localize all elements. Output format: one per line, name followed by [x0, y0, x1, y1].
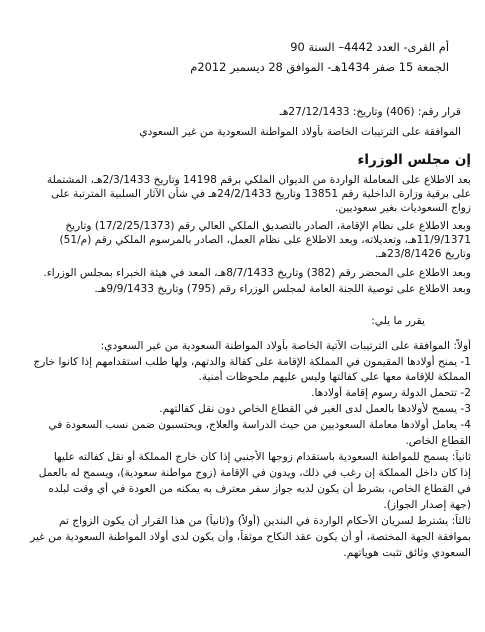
body-line: 3- يسمح لأولادها بالعمل لدى الغير في القطاع الخاص دون نقل كفالتهم.: [159, 403, 471, 415]
body-line: المملكة للإقامة معها على كفالتها وليس عليهم ملحوظات أمنية.: [198, 371, 471, 383]
body-line: أولاً: الموافقة على الترتيبات الآتية الخاصة بأولاد المواطنة السعودية من غير السعودي:: [100, 340, 471, 352]
preamble-line: وبعد الاطلاع على نظام الإقامة، الصادر بالتصديق الملكي العالي رقم (17/2/25/1373) وتاريخ: [65, 220, 471, 232]
decision-subject: الموافقة على الترتيبات الخاصة بأولاد المواطنة السعودية من غير السعودي: [139, 126, 461, 138]
preamble-line: وبعد الاطلاع على توصية اللجنة العامة لمجلس الوزراء رقم (795) وتاريخ 9/9/1433هـ.: [94, 283, 471, 295]
decides-heading: يقرر ما يلي:: [371, 315, 425, 327]
preamble-line: وتاريخ 23/8/1426هـ.: [375, 248, 471, 260]
body-line: ثانياً: يسمح للمواطنة السعودية باستقدام زوجها الأجنبي إذا كان خارج المملكة أو نقل كفالته عليها: [53, 451, 471, 463]
body-line: السعودي وثائق تثبت هوياتهم.: [343, 547, 471, 559]
body-line: في القطاع الخاص، بشرط أن يكون لديه جواز سفر معترف به يمكنه من العودة في أي وقت لبلده: [48, 483, 471, 495]
preamble-line: زواج السعوديات بغير سعوديين.: [334, 202, 471, 214]
preamble-line: 11/9/1371هـ، وتعديلاته، وبعد الاطلاع على نظام العمل، الصادر بالمرسوم الملكي رقم (م/51): [59, 234, 471, 246]
header-date-line: الجمعة 15 صفر 1434هـ- الموافق 28 ديسمبر 2012م: [190, 60, 449, 74]
decision-number: قرار رقم: (406) وتاريخ: 27/12/1433هـ: [279, 106, 461, 118]
preamble-line: على برقية وزارة الداخلية رقم 13851 وتاريخ 24/2/1433هـ في شأن الآثار السلبية المترتبة على: [51, 188, 471, 200]
header-issue-line: أم القرى- العدد 4442– السنة 90: [290, 40, 449, 54]
body-line: 4- يعامل أولادها معاملة السعوديين من حيث الدراسة والعلاج، ويحتسبون ضمن نسب السعودة في: [48, 419, 471, 431]
body-line: بموافقة الجهة المختصة، أو أن يكون عقد النكاح موثقاً، وأن يكون لدى أولاد المواطنة السعودية من غير: [30, 531, 471, 543]
body-line: 2- تتحمل الدولة رسوم إقامة أولادها.: [311, 387, 471, 399]
council-heading: إن مجلس الوزراء: [357, 152, 471, 168]
body-line: ثالثاً: يشترط لسريان الأحكام الواردة في البندين (أولاً) و(ثانياً) من هذا القرار أن يكون الزواج تم: [58, 515, 471, 527]
preamble-line: وبعد الاطلاع على المحضر رقم (382) وتاريخ 8/7/1433هـ، المعد في هيئة الخبراء بمجلس الوزراء.: [43, 267, 471, 279]
preamble-line: بعد الاطلاع على المعاملة الواردة من الديوان الملكي برقم 14198 وتاريخ 2/3/1433هـ، المشتملة: [46, 174, 471, 186]
body-line: 1- يمنح أولادها المقيمون في المملكة الإقامة على كفالة والدتهم، ولها طلب استقدامهم إذا كانوا خارج: [33, 356, 471, 368]
body-line: القطاع الخاص.: [405, 435, 471, 447]
body-line: (جهة إصدار الجواز).: [383, 499, 471, 511]
body-line: إذا كان داخل المملكة إن رغب في ذلك، ويدون في الإقامة (زوج مواطنة سعودية)، ويسمح له بالعمل: [38, 467, 471, 479]
